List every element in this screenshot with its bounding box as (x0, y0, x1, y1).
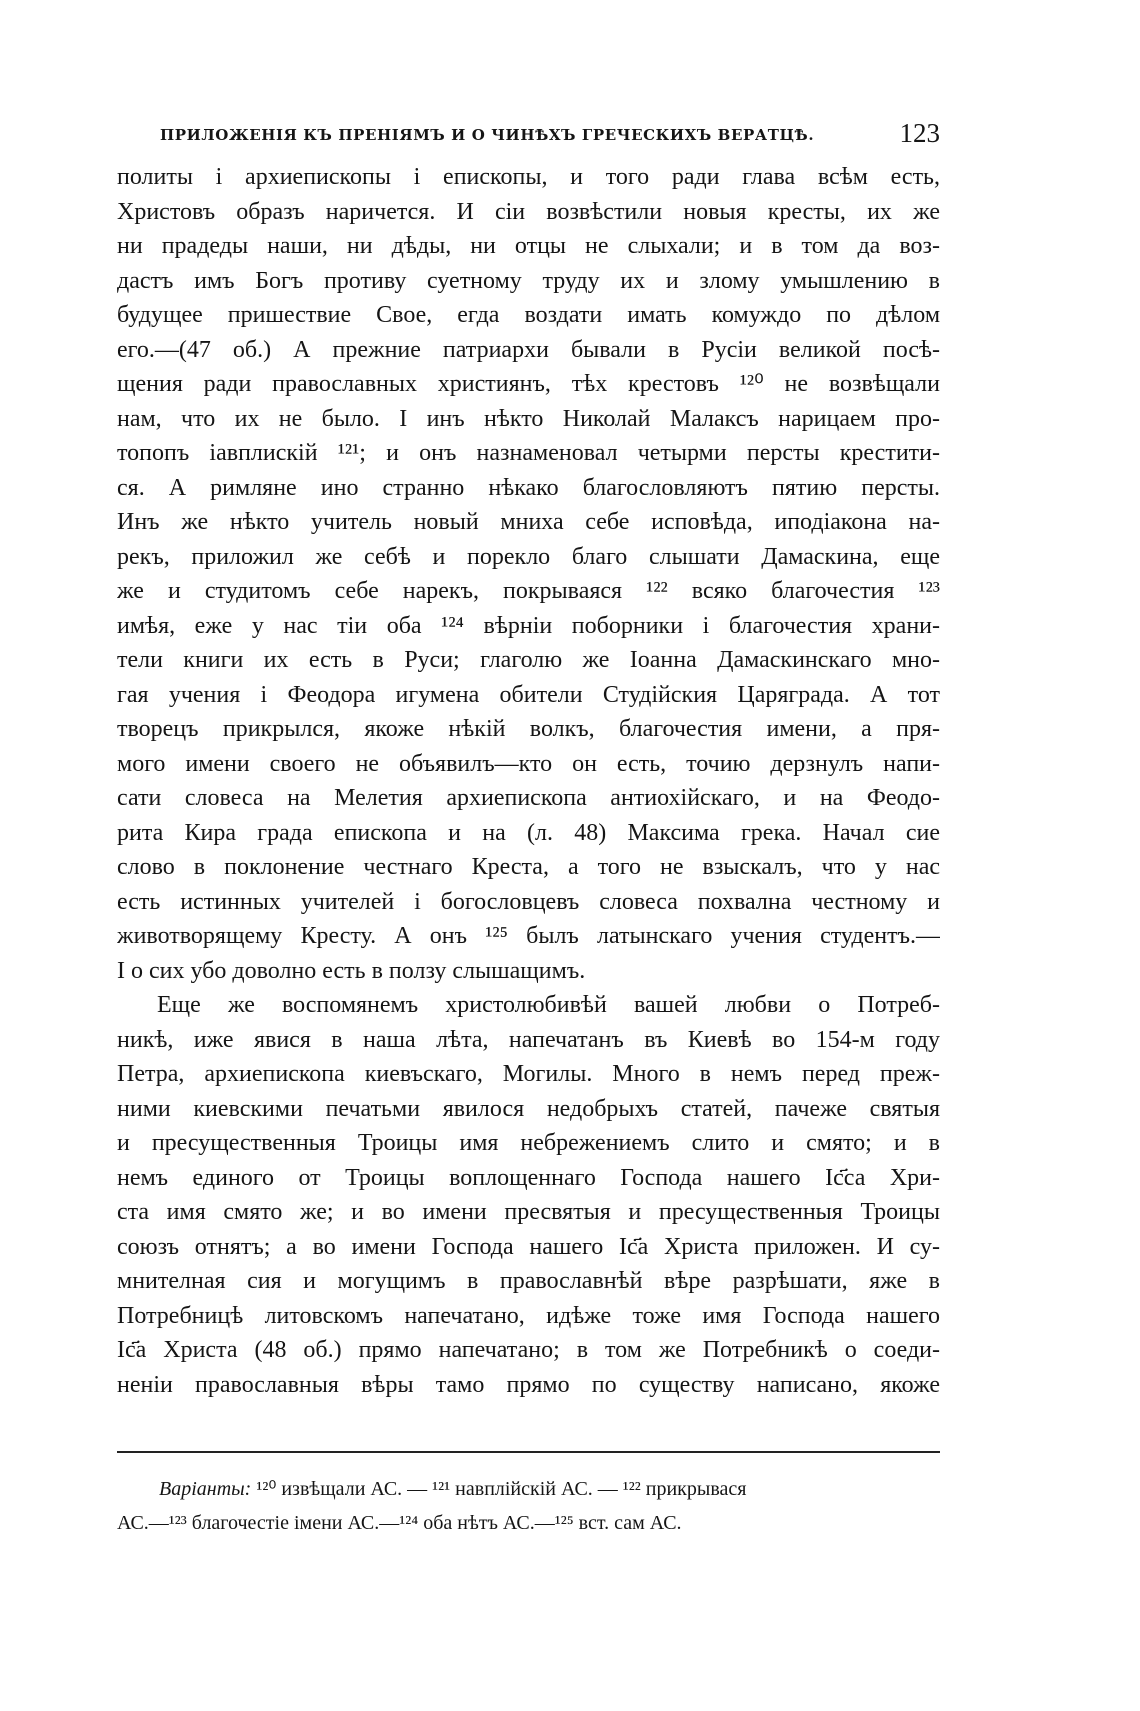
text-line: дастъ имъ Богъ противу суетному труду их и злому умышлению в (117, 267, 940, 294)
text-line: ни прадеды наши, ни дѣды, ни отцы не слыхали; и в том да воз- (117, 233, 940, 259)
text-line: Потребницѣ литовскомъ напечатано, идѣже тоже имя Господа нашего (117, 1302, 940, 1329)
text-line: же и студитомъ себе нарекъ, покрываяся ¹²² всяко благочестия ¹²³ (117, 578, 940, 604)
text-line: нам, что их не было. I инъ нѣкто Николай Малаксъ нарицаем про- (117, 405, 940, 432)
text-line: Петра, архиепископа киевъскаго, Могилы. Много в немъ перед преж- (117, 1061, 940, 1087)
text-line: есть истинных учителей і богословцевъ словеса похвална честному и (117, 888, 940, 915)
text-line: ними киевскими печатьми явилося недобрыхъ статей, пачеже святыя (117, 1095, 940, 1122)
text-line: топопъ іавплискій ¹²¹; и онъ назнаменовал четырми персты крестити- (117, 440, 940, 466)
text-line: слово в поклонение честнаго Креста, а того не взыскалъ, что у нас (117, 854, 940, 880)
running-header (160, 118, 940, 154)
text-line: неніи православныя вѣры тамо прямо по существу написано, якоже (117, 1371, 940, 1398)
footnote-divider (117, 1451, 940, 1453)
footnote-text: ¹²⁰ извѣщали АС. — ¹²¹ навплійскій АС. — ¹²² прикрывася (256, 1478, 747, 1500)
text-line: сати словеса на Мелетия архиепископа антиохійскаго, и на Феодо- (117, 785, 940, 811)
text-line: мнителная сия и могущимъ в православнѣй вѣре разрѣшати, яже в (117, 1268, 940, 1294)
text-line: ся. А римляне ино странно нѣкако благословляютъ пятию персты. (117, 474, 940, 501)
paragraph-end-line: I о сих убо доволно есть в ползу слышащимъ. (117, 957, 586, 984)
paragraph-start-line: Еще же воспомянемъ христолюбивѣй вашей любви о Потреб- (157, 992, 940, 1018)
text-line: щения ради православных християнъ, тѣх крестовъ ¹²⁰ не возвѣщали (117, 371, 940, 397)
body-text (117, 160, 940, 1402)
text-line: тели книги их есть в Руси; глаголю же Іоанна Дамаскинскаго мно- (117, 647, 940, 673)
text-line: Христовъ образъ наричется. И сіи возвѣстили новыя кресты, их же (117, 198, 940, 225)
text-line: будущее пришествие Свое, егда воздати имать комуждо по дѣлом (117, 302, 940, 328)
text-line: политы і архиепископы і епископы, и того ради глава всѣм есть, (117, 164, 940, 190)
text-line: никѣ, иже явися в наша лѣта, напечатанъ въ Киевѣ во 154-м году (117, 1026, 940, 1053)
text-line: союзъ отнятъ; а во имени Господа нашего Іс҃а Христа приложен. И су- (117, 1233, 940, 1260)
text-line: рита Кира града епископа и на (л. 48) Максима грека. Начал сие (117, 819, 940, 846)
text-line: Іс҃а Христа (48 об.) прямо напечатано; в том же Потребникѣ о соеди- (117, 1337, 940, 1363)
text-line: мого имени своего не объявилъ—кто он есть, точию дерзнулъ напи- (117, 750, 940, 777)
text-line: Инъ же нѣкто учитель новый мниха себе исповѣда, иподіакона на- (117, 509, 940, 535)
footnotes (117, 1472, 940, 1540)
text-line: ста имя смято же; и во имени пресвятыя и пресущественныя Троицы (117, 1199, 940, 1225)
text-line: его.—(47 об.) А прежние патриархи бывали в Русіи великой посѣ- (117, 336, 940, 363)
footnote-line: АС.—¹²³ благочестіе імени АС.—¹²⁴ оба нѣтъ АС.—¹²⁵ вст. сам АС. (117, 1512, 682, 1534)
text-line: имѣя, еже у нас тіи оба ¹²⁴ вѣрніи поборники і благочестия храни- (117, 612, 940, 639)
text-line: и пресущественныя Троицы имя небрежениемъ слито и смято; и в (117, 1130, 940, 1156)
header-title: ПРИЛОЖЕНІЯ КЪ ПРЕНІЯМЪ И О ЧИНѢХЪ ГРЕЧЕСКИХЪ ВЕРАТЦѢ. (160, 126, 815, 144)
text-line: рекъ, приложил же себѣ и порекло благо слышати Дамаскина, еще (117, 543, 940, 570)
text-line: гая учения і Феодора игумена обители Студійския Царяграда. А тот (117, 681, 940, 708)
text-line: немъ единого от Троицы воплощеннаго Господа нашего Іс҃са Хри- (117, 1164, 940, 1191)
text-line: творецъ прикрылся, якоже нѣкій волкъ, благочестия имени, а пря- (117, 716, 940, 742)
footnote-line (117, 1472, 940, 1506)
text-line: животворящему Кресту. А онъ ¹²⁵ былъ латынскаго учения студентъ.— (117, 923, 940, 949)
footnote-label: Варіанты: (159, 1478, 252, 1500)
page-number: 123 (899, 118, 940, 148)
